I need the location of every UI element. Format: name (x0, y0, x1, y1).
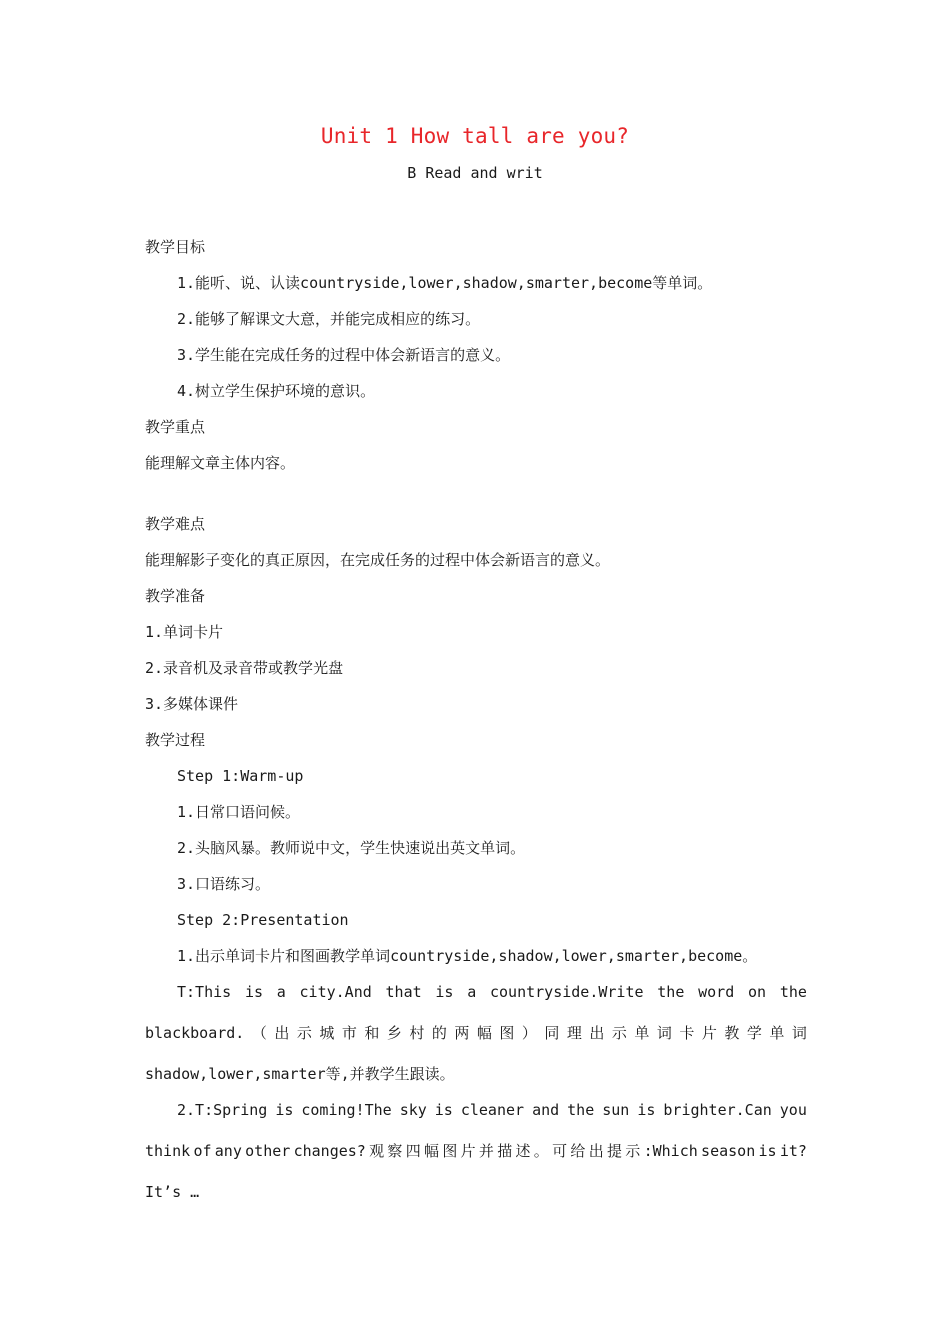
word: 出 (588, 1142, 604, 1160)
paragraph-line (177, 1100, 807, 1120)
word: city.And (299, 983, 372, 1001)
word: 单 (769, 1024, 785, 1042)
word: is (275, 1101, 294, 1119)
word: think (145, 1142, 191, 1160)
word: 可 (552, 1142, 568, 1160)
word: 同 (544, 1024, 560, 1042)
word: （ (251, 1024, 267, 1042)
paragraph-line (145, 1141, 807, 1161)
section-heading-key-points: 教学重点 (145, 418, 206, 436)
word: 乡 (386, 1024, 402, 1042)
word: 图 (442, 1142, 458, 1160)
word: 2.T:Spring (177, 1101, 268, 1119)
paragraph-line (177, 982, 807, 1002)
step-heading: Step 2:Presentation (177, 911, 349, 929)
word: 城 (319, 1024, 335, 1042)
objective-item: 4.树立学生保护环境的意识。 (177, 382, 376, 400)
word: 片 (460, 1142, 476, 1160)
section-heading-objectives: 教学目标 (145, 238, 206, 256)
word: sun (602, 1101, 630, 1119)
word: other (245, 1142, 291, 1160)
word: you (779, 1101, 807, 1119)
key-point-text: 能理解文章主体内容。 (145, 454, 296, 472)
word: 并 (478, 1142, 494, 1160)
word: 幅 (476, 1024, 492, 1042)
word: 教 (724, 1024, 740, 1042)
preparation-item: 1.单词卡片 (145, 623, 224, 641)
word: blackboard. (145, 1024, 245, 1042)
word: 单 (634, 1024, 650, 1042)
word: 描 (497, 1142, 513, 1160)
word: 市 (341, 1024, 357, 1042)
word: 示 (296, 1024, 312, 1042)
word: 学 (746, 1024, 762, 1042)
word: and (532, 1101, 560, 1119)
preparation-item: 2.录音机及录音带或教学光盘 (145, 659, 344, 677)
word: brighter.Can (663, 1101, 772, 1119)
word: 图 (499, 1024, 515, 1042)
difficulty-text: 能理解影子变化的真正原因，在完成任务的过程中体会新语言的意义。 (145, 551, 611, 569)
word: :Which (643, 1142, 698, 1160)
word: changes? (293, 1142, 366, 1160)
word: coming!The (301, 1101, 392, 1119)
document-subtitle: B Read and writ (407, 164, 543, 182)
word: 两 (454, 1024, 470, 1042)
step-heading: Step 1:Warm-up (177, 767, 304, 785)
word: 给 (570, 1142, 586, 1160)
word: that (385, 983, 422, 1001)
paragraph-line: It’s … (145, 1183, 200, 1201)
word: 出 (589, 1024, 605, 1042)
paragraph-line: shadow,lower,smarter等,并教学生跟读。 (145, 1065, 455, 1083)
step-item: 1.日常口语问候。 (177, 803, 301, 821)
section-heading-process: 教学过程 (145, 731, 206, 749)
word: 词 (791, 1024, 807, 1042)
word: of (193, 1142, 212, 1160)
section-heading-difficulties: 教学难点 (145, 515, 206, 533)
word: 出 (274, 1024, 290, 1042)
step-item: 3.口语练习。 (177, 875, 271, 893)
objective-item: 1.能听、说、认读countryside,lower,shadow,smarter,become等单词。 (177, 274, 713, 292)
word: on (748, 983, 767, 1001)
preparation-item: 3.多媒体课件 (145, 695, 239, 713)
word: the (779, 983, 807, 1001)
word: word (698, 983, 735, 1001)
word: season (701, 1142, 756, 1160)
step-item: 2.头脑风暴。教师说中文，学生快速说出英文单词。 (177, 839, 526, 857)
objective-item: 2.能够了解课文大意，并能完成相应的练习。 (177, 310, 481, 328)
word: is (758, 1142, 777, 1160)
word: ） (521, 1024, 537, 1042)
word: 词 (656, 1024, 672, 1042)
word: countryside.Write (490, 983, 644, 1001)
word: 察 (387, 1142, 403, 1160)
word: 理 (566, 1024, 582, 1042)
word: 村 (409, 1024, 425, 1042)
word: the (657, 983, 685, 1001)
word: any (214, 1142, 242, 1160)
word: 幅 (424, 1142, 440, 1160)
word: is (435, 983, 454, 1001)
justified-words (145, 1141, 807, 1161)
word: is (434, 1101, 453, 1119)
word: a (467, 983, 477, 1001)
step-item: 1.出示单词卡片和图画教学单词countryside,shadow,lower,smarter,become。 (177, 947, 758, 965)
word: 示 (625, 1142, 641, 1160)
word: is (244, 983, 263, 1001)
word: sky (399, 1101, 427, 1119)
word: 述 (515, 1142, 531, 1160)
word: the (567, 1101, 595, 1119)
objective-item: 3.学生能在完成任务的过程中体会新语言的意义。 (177, 346, 511, 364)
word: 卡 (679, 1024, 695, 1042)
paragraph-line (145, 1023, 807, 1043)
document-title: Unit 1 How tall are you? (320, 124, 630, 148)
word: cleaner (460, 1101, 525, 1119)
justified-words (145, 1023, 807, 1043)
word: 和 (364, 1024, 380, 1042)
word: 提 (606, 1142, 622, 1160)
word: a (276, 983, 286, 1001)
justified-words (177, 982, 807, 1002)
justified-words (177, 1100, 807, 1120)
word: is (637, 1101, 656, 1119)
word: 片 (701, 1024, 717, 1042)
word: 。 (533, 1142, 549, 1160)
word: 的 (431, 1024, 447, 1042)
word: it? (779, 1142, 807, 1160)
word: 示 (611, 1024, 627, 1042)
word: 观 (369, 1142, 385, 1160)
word: T:This (177, 983, 232, 1001)
section-heading-preparation: 教学准备 (145, 587, 206, 605)
word: 四 (405, 1142, 421, 1160)
